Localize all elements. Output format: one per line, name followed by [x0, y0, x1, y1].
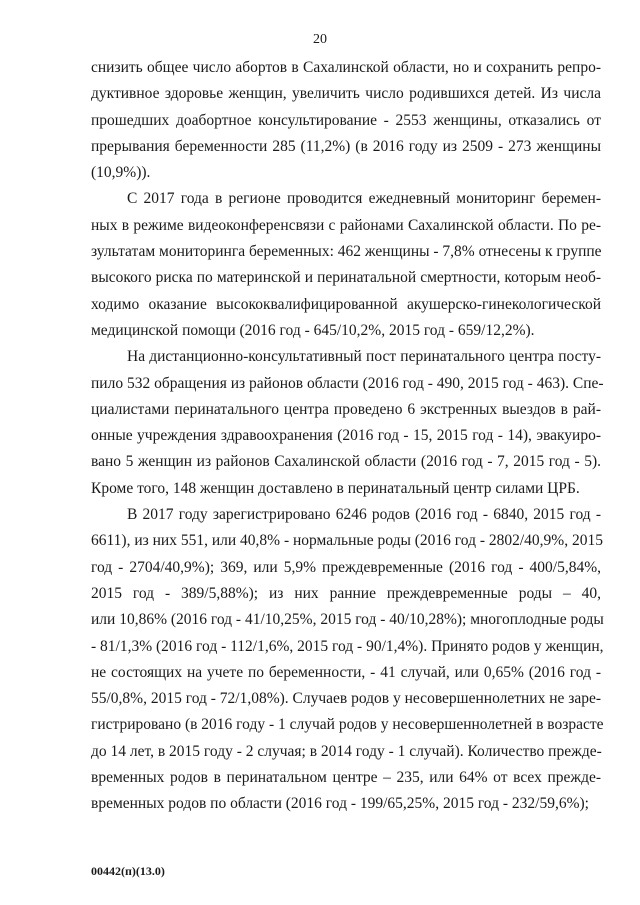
text-line: высокого риска по материнской и перинатальной смертности, которым необ- [91, 269, 601, 287]
text-line: дуктивное здоровье женщин, увеличить число родившихся детей. Из числа [91, 85, 601, 103]
paragraph [91, 186, 601, 344]
text-line: онные учреждения здравоохранения (2016 год - 15, 2015 год - 14), эвакуиро- [91, 427, 601, 445]
text-line: прерывания беременности 285 (11,2%) (в 2016 году из 2509 - 273 женщины [91, 137, 601, 155]
text-line: (10,9%)). [91, 164, 151, 182]
text-line: С 2017 года в регионе проводится ежедневный мониторинг беремен- [127, 190, 601, 208]
text-line: временных родов в перинатальном центре – 235, или 64% от всех прежде- [91, 769, 601, 787]
paragraph [91, 344, 604, 502]
text-line: снизить общее число абортов в Сахалинской области, но и сохранить репро- [91, 59, 601, 76]
paragraph [91, 502, 604, 818]
text-line: прошедших доабортное консультирование - 2553 женщины, отказались от [91, 111, 601, 129]
page-number: 20 [313, 32, 327, 47]
text-line: до 14 лет, в 2015 году - 2 случая; в 2014 году - 1 случай). Количество прежде- [91, 742, 602, 760]
text-line: ных в режиме видеоконференсвязи с районами Сахалинской области. По ре- [91, 216, 601, 234]
paragraph [91, 55, 601, 186]
footer-code: 00442(п)(13.0) [91, 864, 165, 878]
text-line: 2015 год - 389/5,88%); из них ранние преждевременные роды – 40, [91, 584, 601, 602]
text-line: или 10,86% (2016 год - 41/10,25%, 2015 год - 40/10,28%); многоплодные роды [91, 611, 604, 629]
text-line: медицинской помощи (2016 год - 645/10,2%, 2015 год - 659/12,2%). [91, 321, 535, 339]
text-line: В 2017 году зарегистрировано 6246 родов (2016 год - 6840, 2015 год - [127, 506, 601, 524]
text-line: циалистами перинатального центра проведено 6 экстренных выездов в рай- [91, 400, 601, 418]
text-line: зультатам мониторинга беременных: 462 женщины - 7,8% отнесены к группе [91, 243, 602, 261]
text-line: временных родов по области (2016 год - 199/65,25%, 2015 год - 232/59,6%); [91, 795, 589, 813]
text-line: не состоящих на учете по беременности, - 41 случай, или 0,65% (2016 год - [91, 663, 601, 681]
text-line: ходимо оказание высококвалифицированной акушерско-гинекологической [91, 295, 601, 313]
text-line: вано 5 женщин из районов Сахалинской области (2016 год - 7, 2015 год - 5). [91, 453, 601, 471]
text-line: На дистанционно-консультативный пост перинатального центра посту- [127, 348, 601, 366]
text-line: - 81/1,3% (2016 год - 112/1,6%, 2015 год - 90/1,4%). Принято родов у женщин, [91, 637, 604, 655]
body-text [91, 55, 604, 818]
text-line: 6611), из них 551, или 40,8% - нормальные роды (2016 год - 2802/40,9%, 2015 [91, 532, 603, 550]
text-line: гистрировано (в 2016 году - 1 случай родов у несовершеннолетней в возрасте [91, 716, 604, 734]
text-line: год - 2704/40,9%); 369, или 5,9% преждевременные (2016 год - 400/5,84%, [91, 558, 601, 576]
text-line: Кроме того, 148 женщин доставлено в перинатальный центр силами ЦРБ. [91, 479, 580, 497]
text-line: пило 532 обращения из районов области (2016 год - 490, 2015 год - 463). Спе- [91, 374, 604, 392]
text-line: 55/0,8%, 2015 год - 72/1,08%). Случаев родов у несовершеннолетних не заре- [91, 690, 602, 708]
